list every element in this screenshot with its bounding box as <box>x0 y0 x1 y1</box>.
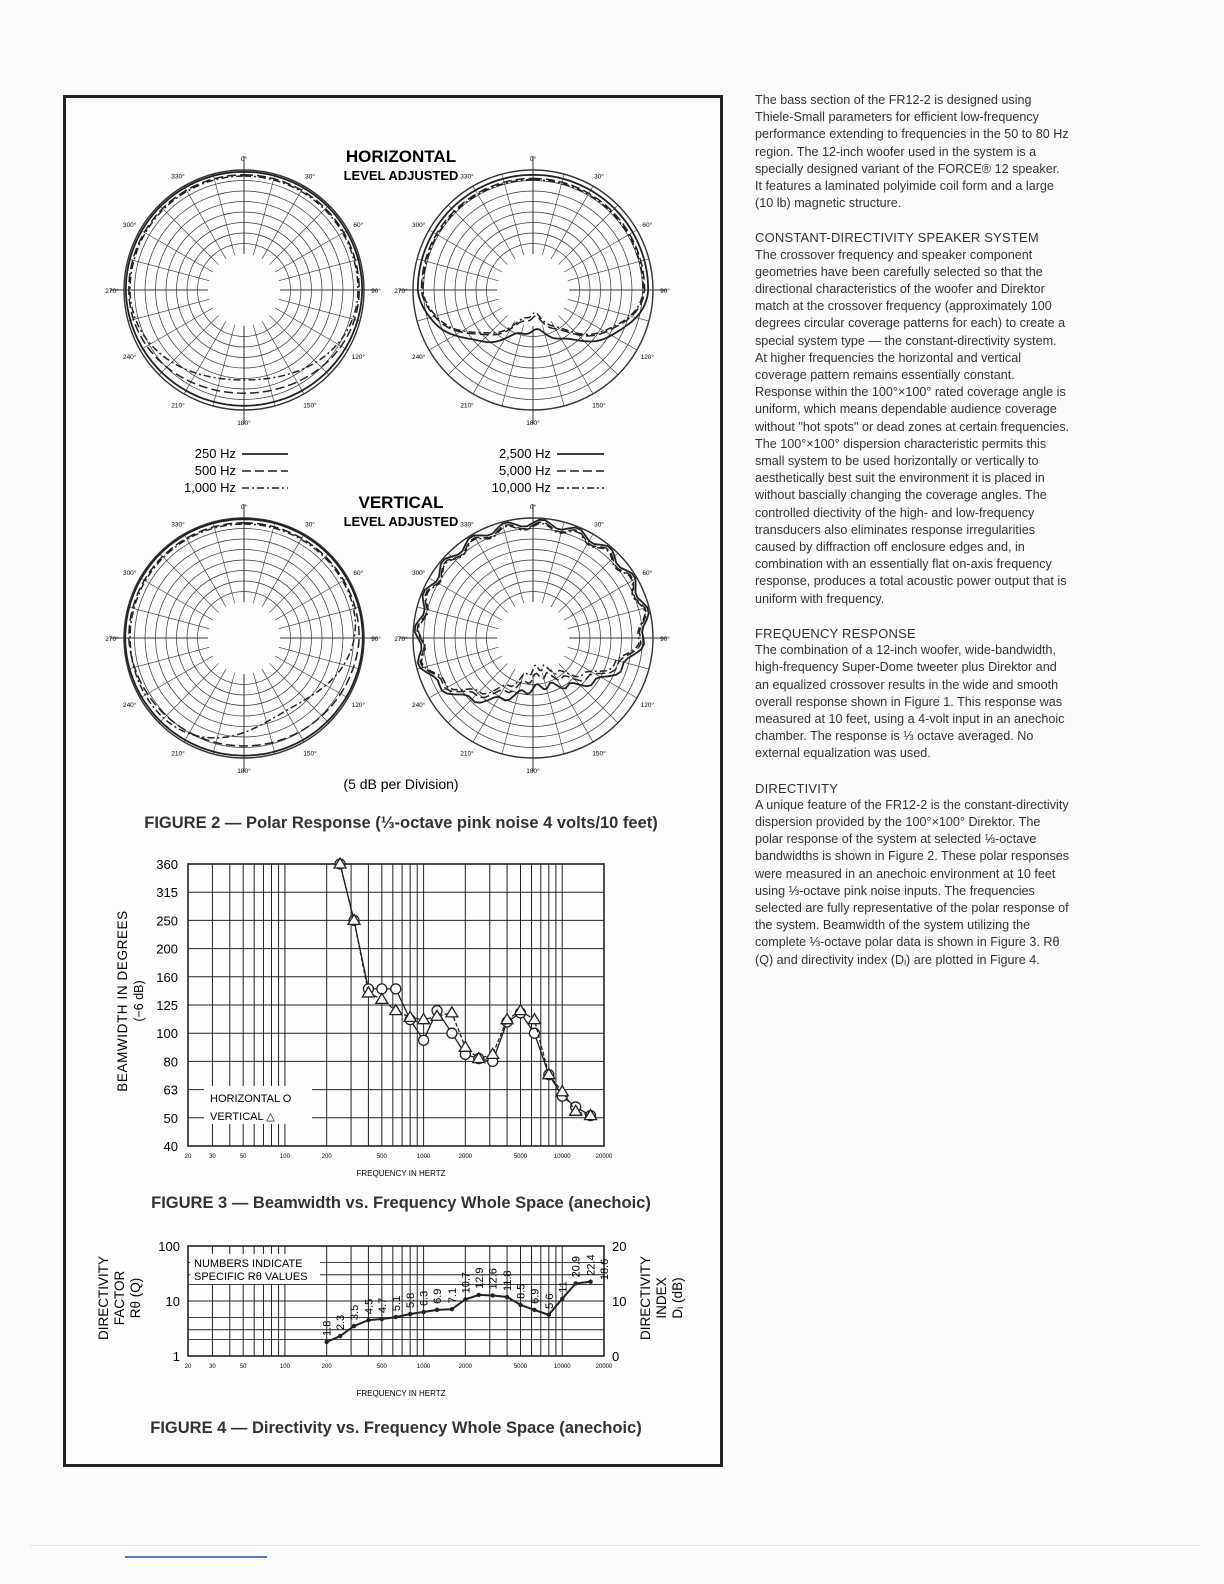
polar-spoke <box>417 647 498 669</box>
figure4-ylabel-left-1: DIRECTIVITY <box>96 1255 111 1341</box>
fig3-point-horizontal <box>447 1028 457 1038</box>
para-directivity: A unique feature of the FR12-2 is the constant-directivity dispersion provided by the 100°×100° Direktor. The polar response of the system at selected ⅓-octave bandwidths is shown in Figure 2. These polar responses were measured in an anechoic environment at 10 feet using ⅓-octave pink noise inputs. The frequencies selected are fully representative of the polar response of the system. Beamwidth of the system utilizing the complete ⅓-octave polar data is shown in Figure 3. Rθ (Q) and directivity index (Dᵢ) are plotted in Figure 4. <box>755 797 1070 967</box>
figure3-xlabel: FREQUENCY IN HERTZ <box>356 1169 446 1178</box>
polar-curve-solid <box>415 520 649 703</box>
polar-angle-label: 270° <box>394 636 408 643</box>
polar-spoke <box>140 230 213 272</box>
fig4-point <box>338 1334 342 1338</box>
polar-angle-label: 300° <box>411 570 426 577</box>
heading-directivity: DIRECTIVITY <box>755 780 839 796</box>
polar-angle-label: 0° <box>529 504 537 511</box>
polar-spoke <box>269 315 328 374</box>
fig3-ytick: 315 <box>156 885 178 901</box>
fig3-legend-horizontal: HORIZONTAL O <box>210 1093 292 1105</box>
polar-spoke <box>128 607 209 629</box>
polar-spoke <box>542 174 564 255</box>
legend-5000hz: 5,000 Hz <box>498 463 551 478</box>
polar-angle-label: 300° <box>411 222 426 229</box>
fig4-point <box>450 1307 454 1311</box>
polar-spoke <box>502 174 524 255</box>
figure4-chart <box>158 1239 626 1370</box>
fig4-note-line1: NUMBERS INDICATE <box>194 1258 303 1270</box>
polar-angle-label: 210° <box>460 402 474 410</box>
polar-spoke <box>269 553 328 612</box>
polar-angle-label: 30° <box>594 521 604 529</box>
vertical-subtitle: LEVEL ADJUSTED <box>343 514 459 529</box>
figure4-ylabel-right-2: INDEX <box>654 1277 669 1319</box>
polar-angle-label: 210° <box>171 402 185 410</box>
fig4-point <box>463 1297 467 1301</box>
fig3-ytick: 63 <box>163 1082 178 1098</box>
polar-angle-label: 60° <box>353 570 364 577</box>
fig4-xtick: 5000 <box>513 1364 528 1370</box>
polar-spoke <box>429 656 502 698</box>
polar-angle-label: 330° <box>171 173 185 181</box>
polar-spoke <box>128 299 209 321</box>
fig4-value-label: 20.9 <box>570 1255 583 1278</box>
polar-spoke <box>448 663 507 722</box>
polar-spoke <box>417 607 498 629</box>
fig4-value-label: 6.9 <box>432 1288 445 1304</box>
polar-angle-label: 90° <box>660 288 670 295</box>
polar-plot-1 <box>105 155 381 427</box>
fig3-xtick: 20000 <box>595 1154 613 1160</box>
figure4-ylabel-right-3: Dᵢ (dB) <box>670 1277 685 1319</box>
polar-spoke <box>551 534 593 607</box>
polar-spoke <box>568 607 649 629</box>
polar-angle-label: 90° <box>660 636 670 643</box>
legend-250hz: 250 Hz <box>194 446 236 461</box>
fig4-xtick: 10000 <box>553 1364 571 1370</box>
polar-angle-label: 120° <box>640 354 655 361</box>
polar-spoke <box>184 534 226 607</box>
fig4-ytick-left: 10 <box>165 1294 180 1309</box>
fig4-point <box>560 1297 564 1301</box>
polar-spoke <box>502 325 524 406</box>
polar-angle-label: 330° <box>171 521 185 529</box>
polar-angle-label: 300° <box>122 570 137 577</box>
polar-spoke <box>213 522 235 603</box>
fig3-ytick: 50 <box>163 1110 178 1126</box>
polar-spoke <box>568 259 649 281</box>
polar-spoke <box>279 607 360 629</box>
heading-constant-directivity: CONSTANT-DIRECTIVITY SPEAKER SYSTEM <box>755 230 1039 246</box>
fig4-xtick: 2000 <box>458 1364 473 1370</box>
fig3-point-vertical <box>376 993 388 1003</box>
figure3-chart <box>156 857 613 1160</box>
polar-angle-label: 90° <box>371 288 381 295</box>
fig4-point <box>573 1281 577 1285</box>
vertical-title: VERTICAL <box>358 493 444 512</box>
polar-spoke <box>159 663 218 722</box>
polar-spoke <box>473 534 515 607</box>
polar-plots <box>105 155 670 775</box>
fig4-value-label: 5.1 <box>390 1295 403 1312</box>
polar-angle-label: 240° <box>411 354 426 361</box>
fig3-xtick: 2000 <box>458 1154 473 1160</box>
fig3-xtick: 5000 <box>513 1154 528 1160</box>
polar-angle-label: 180° <box>526 420 540 427</box>
polar-spoke <box>213 174 235 255</box>
fig4-xtick: 1000 <box>416 1364 431 1370</box>
fig4-value-label: 7.1 <box>446 1287 459 1304</box>
fig4-xtick: 20000 <box>595 1364 613 1370</box>
polar-spoke <box>279 259 360 281</box>
polar-spoke <box>542 325 564 406</box>
fig4-value-label: 18.6 <box>599 1258 611 1281</box>
polar-plot-4 <box>394 503 670 775</box>
fig4-value-label: 4.5 <box>363 1298 376 1315</box>
fig4-value-label: 4.7 <box>376 1297 389 1314</box>
polar-spoke <box>564 230 637 272</box>
para-bass-section: The bass section of the FR12-2 is designed using Thiele-Small parameters for efficient low-frequency performance extending to frequencies in the 50 to 80 Hz region. The 12-inch woofer used in the system is a specially designed variant of the FORCE® 12 speaker. It features a laminated polyimide coil form and a large (10 lb) magnetic structure. <box>755 93 1069 211</box>
division-note: (5 dB per Division) <box>343 776 459 792</box>
polar-spoke <box>429 578 502 620</box>
fig4-point <box>588 1280 592 1284</box>
legend-500hz: 500 Hz <box>194 463 236 478</box>
fig3-ytick: 125 <box>156 998 178 1013</box>
polar-angle-label: 120° <box>640 702 655 709</box>
fig4-point <box>408 1312 412 1316</box>
fig4-note-line2: SPECIFIC Rθ VALUES <box>194 1271 308 1283</box>
polar-spoke <box>275 230 348 272</box>
polar-spoke <box>558 553 617 612</box>
fig4-value-label: 5.8 <box>405 1292 418 1309</box>
fig4-value-label: 11 <box>557 1281 570 1293</box>
polar-spoke <box>253 673 275 754</box>
polar-spoke <box>140 308 213 350</box>
polar-angle-label: 60° <box>353 222 364 229</box>
polar-angle-label: 30° <box>305 173 315 181</box>
fig3-xtick: 1000 <box>416 1154 431 1160</box>
polar-spoke <box>558 315 617 374</box>
polar-angle-label: 180° <box>237 768 251 775</box>
fig3-point-vertical <box>528 1014 540 1024</box>
fig4-value-label: 10.7 <box>460 1271 473 1294</box>
polar-spoke <box>448 553 507 612</box>
figure3-caption: FIGURE 3 — Beamwidth vs. Frequency Whole Space (anechoic) <box>151 1194 651 1212</box>
polar-legend-left <box>184 446 288 495</box>
figure2-caption: FIGURE 2 — Polar Response (⅓-octave pink noise 4 volts/10 feet) <box>144 814 658 832</box>
polar-angle-label: 60° <box>642 222 653 229</box>
polar-spoke <box>140 578 213 620</box>
polar-spoke <box>262 186 304 259</box>
fig4-ytick-right: 0 <box>612 1349 620 1364</box>
figure4-caption: FIGURE 4 — Directivity vs. Frequency Whole Space (anechoic) <box>150 1419 642 1437</box>
polar-spoke <box>542 522 564 603</box>
fig3-xtick: 50 <box>239 1154 247 1160</box>
polar-angle-label: 60° <box>642 570 653 577</box>
fig3-ytick: 160 <box>156 969 178 985</box>
fig4-value-label: 6.9 <box>529 1288 542 1304</box>
figures-svg <box>66 98 720 1464</box>
polar-spoke <box>253 174 275 255</box>
fig4-value-label: 6.3 <box>418 1290 431 1307</box>
polar-angle-label: 330° <box>460 173 474 181</box>
fig4-value-label: 22.4 <box>585 1254 598 1276</box>
fig3-point-horizontal <box>419 1035 429 1045</box>
figure-panel <box>63 95 723 1467</box>
polar-angle-label: 150° <box>303 402 317 410</box>
polar-angle-label: 270° <box>394 288 408 295</box>
polar-spoke <box>551 186 593 259</box>
polar-spoke <box>275 578 348 620</box>
polar-spoke <box>262 321 304 394</box>
figure4-ylabel-left-2: FACTOR <box>112 1270 127 1326</box>
polar-angle-label: 0° <box>240 504 248 511</box>
fig3-xtick: 200 <box>321 1154 332 1160</box>
fig4-point <box>352 1324 356 1328</box>
polar-angle-label: 0° <box>529 156 537 163</box>
polar-spoke <box>502 522 524 603</box>
polar-angle-label: 300° <box>122 222 137 229</box>
fig3-ytick: 80 <box>163 1054 178 1070</box>
polar-spoke <box>253 522 275 603</box>
figure4-ylabel-left-3: Rθ (Q) <box>128 1277 143 1319</box>
fig4-xtick: 100 <box>279 1364 290 1370</box>
polar-spoke <box>159 315 218 374</box>
fig3-xtick: 100 <box>279 1154 290 1160</box>
fig3-xtick: 30 <box>209 1154 216 1160</box>
fig4-value-label: 5.6 <box>543 1293 556 1309</box>
fig3-ytick: 100 <box>156 1026 178 1042</box>
polar-spoke <box>269 663 328 722</box>
fig4-xtick: 30 <box>209 1364 216 1370</box>
polar-angle-label: 150° <box>592 750 606 758</box>
fig4-ytick-left: 100 <box>158 1239 180 1254</box>
polar-angle-label: 270° <box>105 636 119 643</box>
polar-angle-label: 240° <box>122 354 137 361</box>
polar-angle-label: 120° <box>351 354 366 361</box>
polar-angle-label: 150° <box>303 750 317 758</box>
horizontal-title: HORIZONTAL <box>345 147 457 166</box>
polar-plot-3 <box>105 503 381 775</box>
fig4-point <box>490 1293 494 1297</box>
polar-angle-label: 210° <box>460 750 474 758</box>
fig4-point <box>324 1340 328 1344</box>
polar-spoke <box>448 315 507 374</box>
polar-angle-label: 330° <box>460 521 474 529</box>
polar-spoke <box>262 669 304 742</box>
fig4-value-label: 8.5 <box>515 1283 528 1299</box>
polar-spoke <box>213 325 235 406</box>
polar-spoke <box>184 321 226 394</box>
fig4-point <box>518 1303 522 1307</box>
polar-plot-2 <box>394 155 670 427</box>
fig3-point-horizontal <box>529 1028 539 1038</box>
fig3-point-vertical <box>390 1005 402 1015</box>
fig4-point <box>380 1317 384 1321</box>
fig4-xtick: 20 <box>184 1364 192 1370</box>
polar-angle-label: 180° <box>237 420 251 427</box>
polar-angle-label: 180° <box>526 768 540 775</box>
polar-spoke <box>184 669 226 742</box>
fig3-point-vertical <box>459 1041 471 1051</box>
fig4-value-label: 2.3 <box>335 1314 348 1331</box>
fig4-point <box>547 1313 551 1317</box>
fig4-xtick: 200 <box>321 1364 332 1370</box>
fig4-point <box>477 1293 481 1297</box>
polar-spoke <box>159 205 218 264</box>
legend-1000hz: 1,000 Hz <box>183 480 236 495</box>
polar-spoke <box>417 259 498 281</box>
polar-angle-label: 30° <box>594 173 604 181</box>
polar-spoke <box>275 656 348 698</box>
polar-angle-label: 90° <box>371 636 381 643</box>
polar-spoke <box>213 673 235 754</box>
polar-angle-label: 150° <box>592 402 606 410</box>
fig3-xtick: 500 <box>376 1154 387 1160</box>
heading-frequency-response: FREQUENCY RESPONSE <box>755 625 916 641</box>
polar-spoke <box>253 325 275 406</box>
figure4-ylabel-right <box>638 1256 685 1340</box>
fig3-xtick: 20 <box>184 1154 192 1160</box>
polar-spoke <box>429 308 502 350</box>
figure4-xlabel: FREQUENCY IN HERTZ <box>356 1389 446 1398</box>
fig3-xtick: 10000 <box>553 1154 571 1160</box>
figure4-ylabel-left <box>96 1256 143 1340</box>
para-frequency-response: The combination of a 12-inch woofer, wide-bandwidth, high-frequency Super-Dome tweeter plus Direktor and an equalized crossover results in the wide and smooth overall response shown in Figure 1. This response was measured at 10 feet, using a 4-volt input in an anechoic chamber. The response is ⅓ octave averaged. No external equalization was used. <box>755 643 1065 761</box>
polar-angle-label: 270° <box>105 288 119 295</box>
fig3-point-vertical <box>446 1007 458 1017</box>
polar-angle-label: 210° <box>171 750 185 758</box>
footer-rule <box>30 1545 1200 1546</box>
fig4-ytick-right: 10 <box>612 1294 627 1309</box>
polar-spoke <box>262 534 304 607</box>
polar-spoke <box>542 673 564 754</box>
polar-spoke <box>275 308 348 350</box>
polar-angle-label: 240° <box>411 702 426 709</box>
polar-spoke <box>128 647 209 669</box>
polar-angle-label: 30° <box>305 521 315 529</box>
polar-spoke <box>429 230 502 272</box>
figure3-ylabel2: (−6 dB) <box>132 980 146 1022</box>
fig3-ytick: 360 <box>156 857 178 872</box>
fig3-ytick: 200 <box>156 941 178 957</box>
fig4-point <box>394 1315 398 1319</box>
fig4-value-label: 3.5 <box>349 1304 362 1321</box>
fig4-point <box>435 1308 439 1312</box>
fig4-value-label: 11.8 <box>502 1270 515 1292</box>
polar-spoke <box>564 308 637 350</box>
polar-angle-label: 240° <box>122 702 137 709</box>
text-column <box>755 92 1070 986</box>
fig4-ytick-right: 20 <box>612 1239 627 1254</box>
fig4-value-label: 12.6 <box>487 1268 500 1290</box>
legend-10000hz: 10,000 Hz <box>491 480 551 495</box>
polar-angle-label: 120° <box>351 702 366 709</box>
polar-spoke <box>564 578 637 620</box>
figure4-ylabel-right-1: DIRECTIVITY <box>638 1255 653 1341</box>
footer-link-underline <box>125 1556 267 1558</box>
polar-spoke <box>159 553 218 612</box>
fig3-ytick: 40 <box>163 1139 178 1154</box>
fig4-value-label: 1.8 <box>321 1320 334 1336</box>
fig4-point <box>366 1318 370 1322</box>
polar-spoke <box>269 205 328 264</box>
fig3-legend-vertical: VERTICAL △ <box>210 1111 275 1123</box>
polar-legend-right <box>492 446 604 495</box>
fig3-ytick: 250 <box>156 913 178 929</box>
fig4-value-label: 12.9 <box>473 1267 486 1289</box>
fig4-xtick: 50 <box>239 1364 247 1370</box>
para-constant-directivity: The crossover frequency and speaker component geometries have been carefully selected so that the directional characteristics of the woofer and Direktor match at the crossover frequency (approximately 100 degrees circular coverage patterns for each) to create a special system type — the constant-directivity system. At higher frequencies the horizontal and vertical coverage pattern remains essentially constant. Response within the 100°×100° rated coverage angle is uniform, which means dependable audience coverage without "hot spots" or dead zones at certain frequencies. The 100°×100° dispersion characteristic permits this small system to be used horizontally or vertically to aesthetically best suit the environment it is placed in without bascially changing the coverage angles. The controlled diectivity of the high- and low-frequency transducers also eliminates response irregularities caused by diffraction off enclosure edges and, in combination with an essentially flat on-axis frequency response, produces a total acoustic power output that is uniform with frequency. <box>755 247 1070 606</box>
fig4-point <box>421 1310 425 1314</box>
fig4-point <box>505 1295 509 1299</box>
polar-spoke <box>473 186 515 259</box>
fig3-point-horizontal <box>391 984 401 994</box>
fig4-ytick-left: 1 <box>172 1349 180 1364</box>
polar-spoke <box>473 669 515 742</box>
polar-spoke <box>568 647 649 669</box>
polar-spoke <box>558 205 617 264</box>
horizontal-subtitle: LEVEL ADJUSTED <box>343 168 459 183</box>
polar-spoke <box>448 205 507 264</box>
fig4-point <box>532 1308 536 1312</box>
polar-spoke <box>128 259 209 281</box>
legend-2500hz: 2,500 Hz <box>498 446 551 461</box>
fig4-xtick: 500 <box>376 1364 387 1370</box>
figure3-ylabel: BEAMWIDTH IN DEGREES <box>115 910 130 1092</box>
polar-spoke <box>140 656 213 698</box>
polar-angle-label: 0° <box>240 156 248 163</box>
polar-spoke <box>279 299 360 321</box>
polar-spoke <box>184 186 226 259</box>
